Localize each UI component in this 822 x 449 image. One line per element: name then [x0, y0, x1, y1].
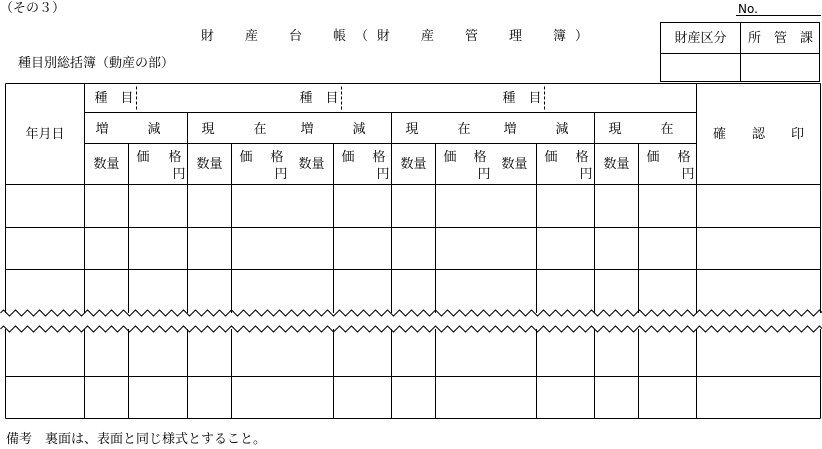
group-1-price-label-2b: 格	[270, 150, 284, 165]
group-2-yen-label-1: 円	[376, 167, 390, 182]
group-3-type-label: 種 目	[502, 91, 542, 106]
group-2-qty-label-2: 数量	[400, 157, 427, 172]
group-3-current-label: 現 在	[608, 122, 674, 137]
footer-note: 備考 裏面は、表面と同じ様式とすること。	[6, 432, 267, 447]
group-3-price-label-2a: 価	[646, 150, 660, 165]
page-title: 財 産 台 帳（財 産 管 理 簿）	[201, 29, 598, 44]
date-header: 年月日	[25, 127, 65, 142]
break-mark-bottom	[1, 326, 822, 332]
group-2-inc-dec-label: 増 減	[300, 122, 366, 137]
confirm-header: 確 認 印	[712, 127, 805, 142]
group-2-price-label-1a: 価	[341, 150, 355, 165]
group-2-price-label-2b: 格	[473, 150, 487, 165]
group-3-inc-dec-label: 増 減	[503, 122, 569, 137]
group-2-type-label: 種 目	[299, 91, 339, 106]
group-1-qty-label-2: 数量	[196, 157, 223, 172]
group-3-price-label-1b: 格	[575, 150, 589, 165]
group-2-current-label: 現 在	[405, 122, 471, 137]
department-label: 所 管 課	[747, 31, 813, 46]
page-subtitle: 種目別総括簿（動産の部）	[18, 56, 175, 71]
group-1-price-label-1a: 価	[136, 150, 150, 165]
group-3-price-label-1a: 価	[544, 150, 558, 165]
group-1-current-label: 現 在	[201, 122, 267, 137]
group-3-qty-label-2: 数量	[603, 157, 630, 172]
group-3-qty-label-1: 数量	[501, 157, 528, 172]
group-1-price-label-1b: 格	[168, 150, 182, 165]
group-2-yen-label-2: 円	[477, 167, 491, 182]
group-3-yen-label-2: 円	[681, 167, 695, 182]
group-1-yen-label-1: 円	[172, 167, 186, 182]
group-2-price-label-1b: 格	[372, 150, 386, 165]
group-1-inc-dec-label: 増 減	[95, 122, 161, 137]
number-label: No.	[738, 2, 758, 16]
group-1-yen-label-2: 円	[274, 167, 288, 182]
form-variant-label: （その３）	[0, 1, 66, 16]
group-1-type-label: 種 目	[94, 91, 134, 106]
property-category-label: 財産区分	[674, 31, 727, 46]
group-1-price-label-2a: 価	[239, 150, 253, 165]
group-2-price-label-2a: 価	[443, 150, 457, 165]
group-3-yen-label-1: 円	[579, 167, 593, 182]
group-2-qty-label-1: 数量	[298, 157, 325, 172]
group-1-qty-label-1: 数量	[93, 157, 120, 172]
break-mark-top	[1, 310, 822, 316]
group-3-price-label-2b: 格	[677, 150, 691, 165]
